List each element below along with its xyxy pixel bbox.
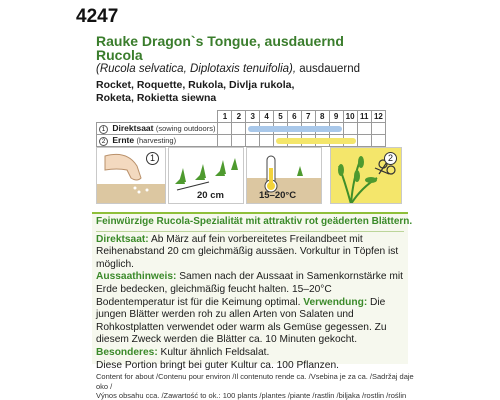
calendar-row-label bbox=[97, 123, 218, 135]
description-box bbox=[92, 212, 413, 371]
special-paragraph bbox=[96, 347, 404, 360]
sowing-calendar bbox=[96, 110, 386, 147]
month-label: 11 bbox=[357, 111, 371, 123]
temperature-pictogram bbox=[246, 147, 322, 204]
calendar-header-row bbox=[97, 111, 386, 123]
latin-name-line bbox=[96, 63, 360, 75]
section-heading: Aussaathinweis: bbox=[96, 271, 177, 283]
latin-suffix: ausdauernd bbox=[299, 63, 361, 75]
month-label: 4 bbox=[260, 111, 274, 123]
intro-text: Feinwürzige Rucola-Spezialität mit attraktiv rot geäderten Blättern. bbox=[96, 216, 404, 232]
article-number: 4247 bbox=[76, 6, 119, 27]
product-subtitle: Rucola bbox=[96, 47, 143, 63]
step-badge: 2 bbox=[384, 152, 397, 165]
step-badge: 1 bbox=[146, 152, 159, 165]
yield-paragraph: Diese Portion bringt bei guter Kultur ca. 100 Pflanzen. bbox=[96, 359, 339, 371]
row-label-de: Direktsaat bbox=[112, 123, 154, 134]
month-label: 7 bbox=[301, 111, 315, 123]
section-heading: Besonderes: bbox=[96, 346, 158, 358]
sowing-paragraph bbox=[96, 234, 404, 272]
section-heading: Direktsaat: bbox=[96, 233, 149, 245]
month-label: 10 bbox=[343, 111, 357, 123]
calendar-row-sowing bbox=[97, 123, 386, 135]
month-label: 12 bbox=[371, 111, 385, 123]
row-number-badge: 1 bbox=[99, 125, 108, 134]
calendar-corner bbox=[97, 111, 218, 123]
row-label-en: (sowing outdoors) bbox=[155, 124, 216, 134]
month-label: 2 bbox=[232, 111, 246, 123]
common-names bbox=[96, 79, 346, 105]
footer-line2: Výnos obsahu cca. /Zawartość to ok.: 100 plants /plantes /piante /rastlin /biljaka /rostlin /roślin bbox=[96, 391, 407, 400]
row-label-en: (harvesting) bbox=[136, 136, 177, 146]
pictogram-row bbox=[96, 147, 408, 204]
section-text: Die jungen Blätter werden roh zu allen Arten von Salaten und Rohkostplatten verwendet oder warm als Gemüse gegessen. Zu diesem Zweck werden die Blätter ca. 10 Minuten gekocht. bbox=[96, 296, 387, 346]
latin-name: (Rucola selvatica, Diplotaxis tenuifolia), bbox=[96, 63, 297, 75]
section-text: Kultur ähnlich Feldsalat. bbox=[157, 346, 270, 358]
common-names-line2: Roketa, Rokietta siewna bbox=[96, 92, 217, 104]
calendar-row-label bbox=[97, 135, 218, 147]
content-footer bbox=[96, 372, 426, 400]
footer-line1: Content for about /Contenu pour environ /Il contenuto rende ca. /Vsebina je za ca. /Sadržaj daje oko / bbox=[96, 372, 414, 391]
product-title: Rauke Dragon`s Tongue, ausdauernd bbox=[96, 33, 344, 49]
month-label: 6 bbox=[287, 111, 301, 123]
month-label: 1 bbox=[218, 111, 232, 123]
section-text: Samen nach der Aussaat in Samenkornstärke mit Erde bedecken, gleichmäßig feucht halten. 15–20°C Bodentemperatur ist für die Keimung optimal. bbox=[96, 271, 403, 308]
section-heading: Verwendung: bbox=[300, 296, 368, 308]
soil-temperature-label: 15–20°C bbox=[259, 190, 297, 201]
spacing-pictogram bbox=[168, 147, 244, 204]
month-label: 3 bbox=[246, 111, 260, 123]
harvest-pictogram bbox=[330, 147, 402, 204]
section-text: Ab März auf fein vorbereitetes Freilandbeet mit Reihenabstand 20 cm gleichmäßig aussäen. Vorkultur in Töpfen ist möglich. bbox=[96, 233, 399, 270]
month-label: 9 bbox=[329, 111, 343, 123]
row-spacing-label: 20 cm bbox=[197, 190, 224, 201]
month-label: 8 bbox=[315, 111, 329, 123]
row-number-badge: 2 bbox=[99, 137, 108, 146]
sowing-hint-paragraph bbox=[96, 271, 404, 347]
month-label: 5 bbox=[274, 111, 288, 123]
calendar-row-harvest bbox=[97, 135, 386, 147]
sowing-pictogram bbox=[96, 147, 166, 204]
common-names-line1: Rocket, Roquette, Rukola, Divlja rukola, bbox=[96, 79, 295, 91]
row-label-de: Ernte bbox=[112, 135, 135, 146]
